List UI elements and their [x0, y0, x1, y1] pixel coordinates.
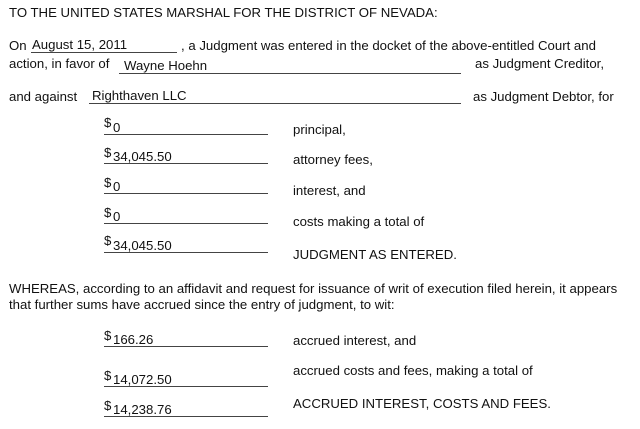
- accrued-interest-amount: 166.26: [113, 332, 154, 347]
- currency-symbol: $: [104, 233, 112, 248]
- costs-amount: 0: [113, 209, 121, 224]
- attorney-fees-underline: [104, 163, 268, 164]
- costs-underline: [104, 223, 268, 224]
- interest-underline: [104, 193, 268, 194]
- and-against-label: and against: [9, 89, 78, 104]
- judgment-date-field: August 15, 2011: [32, 37, 128, 52]
- interest-amount: 0: [113, 179, 121, 194]
- accrued-costs-amount: 14,072.50: [113, 372, 172, 387]
- judgment-total-label: JUDGMENT AS ENTERED.: [293, 247, 457, 262]
- on-label: On: [9, 38, 27, 53]
- judgment-creditor-label: as Judgment Creditor,: [475, 56, 605, 71]
- accrued-costs-label: accrued costs and fees, making a total of: [293, 363, 533, 378]
- currency-symbol: $: [104, 205, 112, 220]
- currency-symbol: $: [104, 115, 112, 130]
- accrued-total-underline: [104, 416, 268, 417]
- principal-label: principal,: [293, 122, 346, 137]
- accrued-costs-underline: [104, 386, 268, 387]
- currency-symbol: $: [104, 368, 112, 383]
- attorney-fees-label: attorney fees,: [293, 152, 373, 167]
- accrued-total-label: ACCRUED INTEREST, COSTS AND FEES.: [293, 396, 551, 411]
- in-favor-of-label: action, in favor of: [9, 56, 110, 71]
- accrued-interest-underline: [104, 346, 268, 347]
- currency-symbol: $: [104, 328, 112, 343]
- document-heading: TO THE UNITED STATES MARSHAL FOR THE DISTRICT OF NEVADA:: [9, 5, 438, 20]
- judgment-debtor-underline: [89, 103, 461, 104]
- costs-label: costs making a total of: [293, 214, 425, 229]
- judgment-total-amount: 34,045.50: [113, 238, 172, 253]
- attorney-fees-amount: 34,045.50: [113, 149, 172, 164]
- judgment-creditor-underline: [119, 73, 461, 74]
- whereas-line-2: that further sums have accrued since the entry of judgment, to wit:: [9, 297, 395, 312]
- principal-underline: [104, 134, 268, 135]
- currency-symbol: $: [104, 398, 112, 413]
- judgment-entered-text: , a Judgment was entered in the docket of the above-entitled Court and: [181, 38, 596, 53]
- currency-symbol: $: [104, 145, 112, 160]
- accrued-interest-label: accrued interest, and: [293, 333, 417, 348]
- judgment-debtor-field: Righthaven LLC: [92, 88, 187, 103]
- whereas-line-1: WHEREAS, according to an affidavit and request for issuance of writ of execution filed herein, it appears: [9, 281, 618, 296]
- judgment-total-underline: [104, 252, 268, 253]
- judgment-debtor-label: as Judgment Debtor, for: [473, 89, 614, 104]
- judgment-date-underline: [31, 52, 177, 53]
- currency-symbol: $: [104, 175, 112, 190]
- principal-amount: 0: [113, 120, 121, 135]
- accrued-total-amount: 14,238.76: [113, 402, 172, 417]
- judgment-creditor-field: Wayne Hoehn: [124, 58, 208, 73]
- interest-label: interest, and: [293, 183, 366, 198]
